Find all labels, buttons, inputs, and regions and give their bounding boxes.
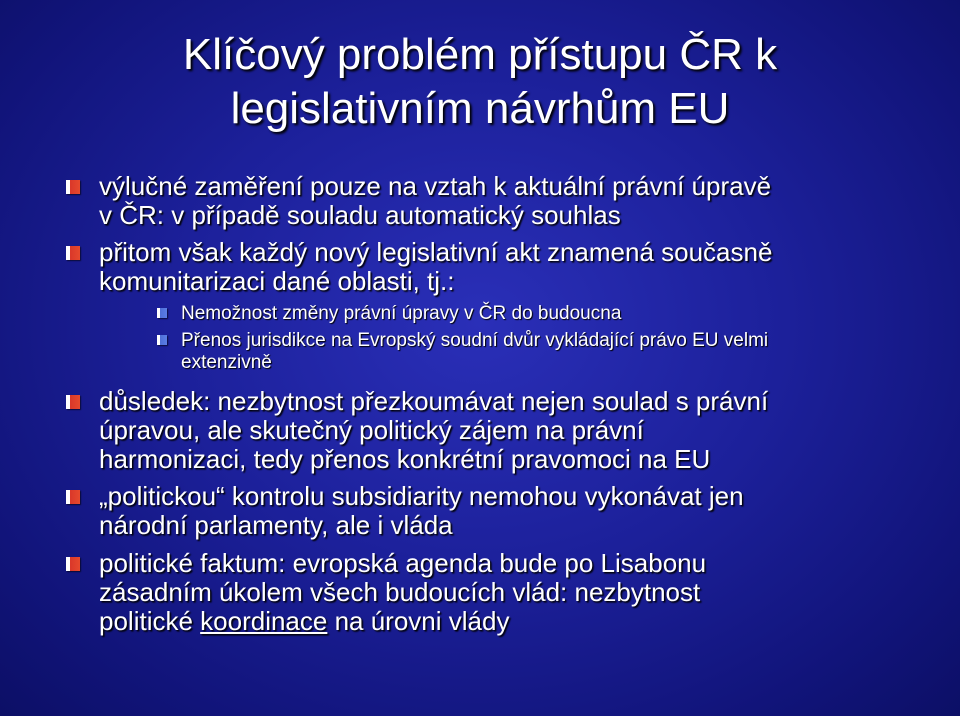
red-square-bullet-icon xyxy=(66,490,80,504)
bullet-line: harmonizaci, tedy přenos konkrétní pravomoci na EU xyxy=(99,444,711,474)
subbullet-item-jurisdiction xyxy=(66,330,926,374)
bullet-line: výlučné zaměření pouze na vztah k aktuální právní úpravě xyxy=(99,171,772,201)
subbullet-item-no-change xyxy=(66,303,926,325)
bullet-line: přitom však každý nový legislativní akt znamená současně xyxy=(99,237,773,267)
bullet-item-political-fact xyxy=(66,549,926,636)
subbullet-line: extenzivně xyxy=(181,352,272,373)
koordinace-link[interactable]: koordinace xyxy=(200,606,328,636)
slide-title xyxy=(0,28,960,136)
bullet-item-political-control xyxy=(66,482,926,540)
bullet-text: politické xyxy=(99,606,201,636)
bullet-line: zásadním úkolem všech budoucích vlád: nezbytnost xyxy=(99,577,701,607)
slide-title-line-1: Klíčový problém přístupu ČR k xyxy=(182,30,778,79)
blue-square-bullet-icon xyxy=(157,308,167,318)
subbullet-line: Nemožnost změny právní úpravy v ČR do budoucna xyxy=(181,303,622,324)
bullet-list xyxy=(66,172,926,636)
red-square-bullet-icon xyxy=(66,180,80,194)
slide-title-line-2: legislativním návrhům EU xyxy=(230,84,730,133)
red-square-bullet-icon xyxy=(66,395,80,409)
bullet-line: „politickou“ kontrolu subsidiarity nemohou vykonávat jen xyxy=(99,481,744,511)
blue-square-bullet-icon xyxy=(157,335,167,345)
bullet-line: politické faktum: evropská agenda bude po Lisabonu xyxy=(99,548,707,578)
bullet-line: v ČR: v případě souladu automatický souhlas xyxy=(99,200,621,230)
bullet-item-consequence xyxy=(66,387,926,474)
bullet-line: úpravou, ale skutečný politický zájem na právní xyxy=(99,415,644,445)
bullet-line: komunitarizaci dané oblasti, tj.: xyxy=(99,266,455,296)
bullet-line-with-link xyxy=(99,607,926,636)
bullet-line: národní parlamenty, ale i vláda xyxy=(99,510,453,540)
bullet-item-communitarization xyxy=(66,238,926,296)
red-square-bullet-icon xyxy=(66,557,80,571)
red-square-bullet-icon xyxy=(66,246,80,260)
bullet-line: důsledek: nezbytnost přezkoumávat nejen soulad s právní xyxy=(99,386,769,416)
bullet-text: na úrovni vlády xyxy=(327,606,510,636)
bullet-item-exclusive-focus xyxy=(66,172,926,230)
subbullet-line: Přenos jurisdikce na Evropský soudní dvůr vykládající právo EU velmi xyxy=(181,330,769,351)
